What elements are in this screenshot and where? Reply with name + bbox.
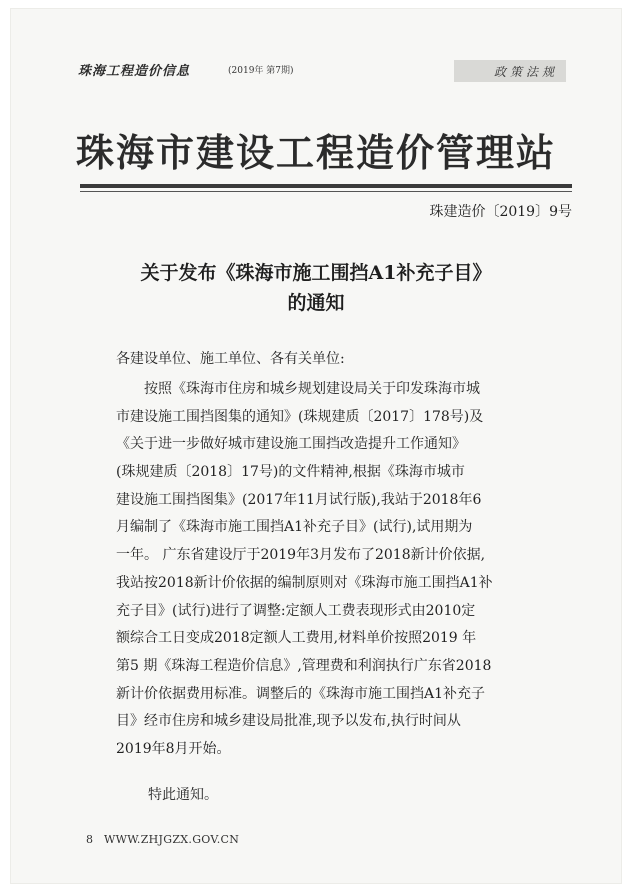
header-rule-thin [80,191,572,192]
body-line: 一年。 广东省建设厅于2019年3月发布了2018新计价依据, [116,547,486,564]
closing-remark: 特此通知。 [148,787,218,803]
body-line: 我站按2018新计价依据的编制原则对《珠海市施工围挡A1补 [116,574,493,591]
header-rule-thick [80,184,572,188]
section-label: 政策法规 [493,65,558,79]
body-line: 按照《珠海市住房和城乡规划建设局关于印发珠海市城 [116,381,480,397]
notice-title-line: 关于发布《珠海市施工围挡A1补充子目》 [140,262,492,284]
issue-label: (2019年 第7期) [228,66,294,76]
body-line: 《关于进一步做好城市建设施工围挡改造提升工作通知》 [116,436,466,453]
body-line: 市建设施工围挡图集的通知》(珠规建质〔2017〕178号)及 [116,408,484,425]
body-line: 建设施工围挡图集》(2017年11月试行版),我站于2018年6 [116,491,482,508]
notice-title-line: 的通知 [287,292,345,314]
page-number: 8 [86,833,93,846]
section-tag [454,60,566,82]
organization-title: 珠海市建设工程造价管理站 [75,131,556,175]
document-number: 珠建造价〔2019〕9号 [429,204,572,220]
journal-name: 珠海工程造价信息 [78,64,191,79]
body-line: 新计价依据费用标准。调整后的《珠海市施工围挡A1补充子 [116,685,486,702]
body-line: 2019年8月开始。 [116,740,231,757]
body-line: 充子目》(试行)进行了调整:定额人工费表现形式由2010定 [116,602,476,619]
salutation: 各建设单位、施工单位、各有关单位: [116,351,345,367]
footer-url: WWW.ZHJGZX.GOV.CN [104,833,240,846]
body-text [116,376,548,764]
body-line: 目》经市住房和城乡建设局批准,现予以发布,执行时间从 [116,713,461,730]
notice-title [0,258,632,318]
body-line: (珠规建质〔2018〕17号)的文件精神,根据《珠海市城市 [116,464,465,481]
body-line: 月编制了《珠海市施工围挡A1补充子目》(试行),试用期为 [116,519,473,536]
body-line: 第5 期《珠海工程造价信息》,管理费和利润执行广东省2018 [116,657,492,674]
body-line: 额综合工日变成2018定额人工费用,材料单价按照2019 年 [116,630,477,647]
running-head [78,60,568,84]
